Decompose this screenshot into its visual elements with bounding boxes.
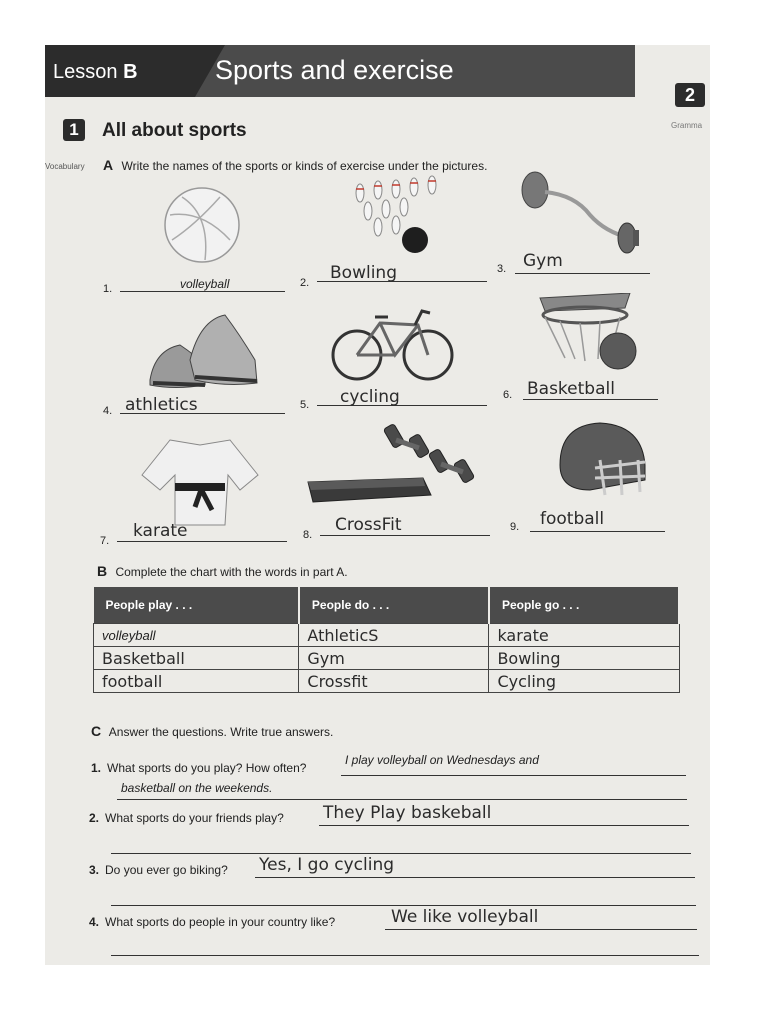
chart-cell[interactable]: Basketball [94, 647, 299, 670]
section-title: All about sports [102, 120, 247, 141]
unit-badge: 2 [675, 83, 705, 107]
chart-cell[interactable]: Crossfit [299, 670, 489, 693]
item-8-number: 8. [303, 529, 313, 541]
part-c-letter: C [91, 723, 102, 739]
item-3-number: 3. [497, 263, 507, 275]
item-6-answer: Basketball [527, 379, 615, 399]
item-4-number: 4. [103, 405, 113, 417]
chart-cell[interactable]: AthleticS [299, 624, 489, 647]
item-9-answer: football [540, 509, 605, 529]
question-1-text: What sports do you play? How often? [107, 761, 307, 775]
lesson-letter: B [123, 61, 138, 83]
item-7-number: 7. [100, 535, 110, 547]
bicycle-icon [330, 303, 455, 383]
header-people-do: People do . . . [299, 587, 489, 624]
page-title: Sports and exercise [215, 55, 454, 85]
lesson-prefix: Lesson [53, 61, 118, 83]
item-8-answer: CrossFit [335, 515, 402, 535]
section-number: 1 [63, 119, 85, 141]
title-banner [45, 45, 635, 97]
chart-cell[interactable]: football [94, 670, 299, 693]
question-1 [91, 761, 306, 775]
question-2-answer-line-2[interactable] [111, 853, 691, 854]
item-7-answer: karate [133, 521, 188, 541]
karate-uniform-icon [140, 435, 260, 530]
item-3-answer: Gym [523, 251, 563, 271]
part-b-letter: B [97, 563, 108, 579]
question-4-answer: We like volleyball [391, 907, 539, 927]
chart-cell[interactable]: Cycling [489, 670, 679, 693]
football-helmet-icon [550, 420, 650, 505]
volleyball-icon [160, 185, 250, 265]
question-2-number: 2. [89, 811, 100, 825]
workbook-page [45, 45, 710, 965]
question-1-answer-continued: basketball on the weekends. [121, 781, 273, 795]
item-1-number: 1. [103, 283, 113, 295]
chart-cell[interactable]: Gym [299, 647, 489, 670]
chart-cell[interactable]: karate [489, 624, 679, 647]
question-4-text: What sports do people in your country like? [105, 915, 336, 929]
question-2-answer-line-1[interactable] [319, 825, 689, 826]
lesson-label [53, 61, 138, 84]
header-people-go: People go . . . [489, 587, 679, 624]
question-4-number: 4. [89, 915, 100, 929]
item-2-number: 2. [300, 277, 310, 289]
table-row [94, 670, 680, 693]
table-row [94, 624, 680, 647]
item-6-number: 6. [503, 389, 513, 401]
question-4-answer-line-1[interactable] [385, 929, 697, 930]
question-1-answer-line-2[interactable] [117, 799, 687, 800]
item-5-answer: cycling [340, 387, 400, 407]
item-5-number: 5. [300, 399, 310, 411]
part-c-instruction [91, 723, 333, 739]
sports-chart [93, 587, 680, 693]
part-a-instruction [103, 157, 487, 173]
question-1-answer: I play volleyball on Wednesdays and [345, 753, 539, 767]
item-2-answer: Bowling [330, 263, 397, 283]
part-b-instruction [97, 563, 348, 579]
sneakers-icon [145, 305, 260, 395]
question-1-number: 1. [91, 761, 102, 775]
part-a-text: Write the names of the sports or kinds of exercise under the pictures. [121, 159, 488, 173]
part-c-text: Answer the questions. Write true answers. [108, 725, 334, 739]
bowling-pins-icon [340, 175, 440, 255]
table-row [94, 647, 680, 670]
chart-header-row [94, 587, 680, 624]
question-1-answer-line-1[interactable] [341, 775, 686, 776]
basketball-hoop-icon [530, 293, 640, 378]
part-a-letter: A [103, 157, 114, 173]
barbell-icon [515, 170, 645, 255]
part-b-text: Complete the chart with the words in part A. [115, 565, 348, 579]
vocabulary-tag: Vocabulary [45, 162, 85, 171]
header-people-play: People play . . . [94, 587, 299, 624]
question-4-answer-line-2[interactable] [111, 955, 699, 956]
question-4 [89, 915, 335, 929]
item-4-answer: athletics [125, 395, 198, 415]
item-9-number: 9. [510, 521, 520, 533]
chart-cell[interactable]: Bowling [489, 647, 679, 670]
question-3-answer: Yes, I go cycling [259, 855, 395, 875]
side-text: Gramma [671, 121, 703, 130]
step-and-dumbbells-icon [303, 420, 483, 515]
question-2-text: What sports do your friends play? [105, 811, 284, 825]
question-3 [89, 863, 228, 877]
chart-cell[interactable]: volleyball [94, 624, 299, 647]
question-3-answer-line-1[interactable] [255, 877, 695, 878]
question-3-text: Do you ever go biking? [105, 863, 228, 877]
question-2 [89, 811, 284, 825]
question-3-number: 3. [89, 863, 100, 877]
question-3-answer-line-2[interactable] [111, 905, 696, 906]
question-2-answer: They Play baskeball [323, 803, 492, 823]
item-1-answer: volleyball [180, 277, 230, 291]
